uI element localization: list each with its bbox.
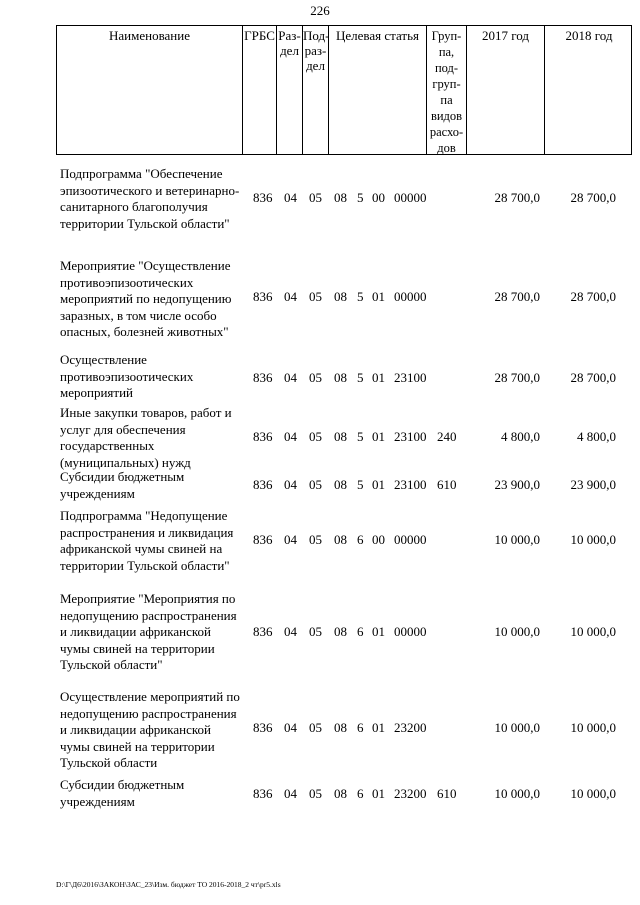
row-rz: 04 <box>284 786 297 801</box>
row-cs3: 01 <box>372 370 385 385</box>
row-pr: 05 <box>309 532 322 547</box>
row-name: Субсидии бюджетным учреждениям <box>60 777 185 809</box>
row-pr: 05 <box>309 429 322 444</box>
row-cs2: 6 <box>357 786 364 801</box>
row-v2017: 28 700,0 <box>494 289 540 304</box>
row-cs3: 01 <box>372 720 385 735</box>
row-cs3: 01 <box>372 624 385 639</box>
row-cs1: 08 <box>334 720 347 735</box>
header-2018: 2018 год <box>565 28 613 43</box>
row-rz: 04 <box>284 720 297 735</box>
row-cs2: 6 <box>357 624 364 639</box>
row-v2018: 23 900,0 <box>570 477 616 492</box>
row-cs4: 00000 <box>394 190 427 205</box>
file-path-footer: D:\Г\Д6\2016\ЗАКОН\ЗАС_23\Изм. бюджет ТО 2016-2018_2 чт\pr5.xls <box>56 880 281 889</box>
row-v2018: 4 800,0 <box>577 429 616 444</box>
row-rz: 04 <box>284 477 297 492</box>
row-v2018: 10 000,0 <box>570 624 616 639</box>
row-v2018: 10 000,0 <box>570 720 616 735</box>
row-cs3: 01 <box>372 477 385 492</box>
page-number: 226 <box>310 3 330 18</box>
row-grbs: 836 <box>253 370 273 385</box>
row-v2017: 28 700,0 <box>494 370 540 385</box>
row-pr: 05 <box>309 289 322 304</box>
row-v2017: 10 000,0 <box>494 624 540 639</box>
row-cs2: 5 <box>357 477 364 492</box>
row-v2018: 10 000,0 <box>570 532 616 547</box>
row-v2017: 23 900,0 <box>494 477 540 492</box>
row-rz: 04 <box>284 370 297 385</box>
row-cs4: 00000 <box>394 624 427 639</box>
row-cs1: 08 <box>334 289 347 304</box>
row-name: Осуществление противоэпизоотических мероприятий <box>60 352 194 400</box>
row-grbs: 836 <box>253 190 273 205</box>
row-cs4: 23100 <box>394 429 427 444</box>
row-grbs: 836 <box>253 289 273 304</box>
row-v2017: 10 000,0 <box>494 720 540 735</box>
row-v2018: 10 000,0 <box>570 786 616 801</box>
row-rz: 04 <box>284 429 297 444</box>
row-cs3: 01 <box>372 289 385 304</box>
row-v2017: 4 800,0 <box>501 429 540 444</box>
table-header <box>56 25 632 155</box>
row-cs4: 23100 <box>394 477 427 492</box>
row-cs1: 08 <box>334 532 347 547</box>
row-pr: 05 <box>309 190 322 205</box>
row-cs2: 5 <box>357 190 364 205</box>
row-grbs: 836 <box>253 477 273 492</box>
row-v2017: 28 700,0 <box>494 190 540 205</box>
row-cs2: 6 <box>357 532 364 547</box>
row-name: Мероприятие "Осуществление противоэпизоотических мероприятий по недопущению заразных, в том числе особо опасных, болезней животных" <box>60 258 232 339</box>
row-rz: 04 <box>284 624 297 639</box>
row-cs3: 01 <box>372 786 385 801</box>
header-razdel: Раз- дел <box>277 26 303 154</box>
row-v2018: 28 700,0 <box>570 289 616 304</box>
row-grbs: 836 <box>253 624 273 639</box>
row-cs1: 08 <box>334 786 347 801</box>
row-rz: 04 <box>284 289 297 304</box>
row-cs3: 01 <box>372 429 385 444</box>
row-pr: 05 <box>309 477 322 492</box>
header-grbs: ГРБС <box>243 26 277 154</box>
row-grbs: 836 <box>253 720 273 735</box>
row-cs1: 08 <box>334 370 347 385</box>
row-pr: 05 <box>309 786 322 801</box>
row-v2017: 10 000,0 <box>494 786 540 801</box>
row-vr: 610 <box>437 477 457 492</box>
row-v2018: 28 700,0 <box>570 370 616 385</box>
row-name: Подпрограмма "Недопущение распространения и ликвидация африканской чумы свиней на территории Тульской области" <box>60 508 234 573</box>
row-name: Субсидии бюджетным учреждениям <box>60 469 185 501</box>
row-cs2: 6 <box>357 720 364 735</box>
row-pr: 05 <box>309 624 322 639</box>
row-cs4: 23200 <box>394 720 427 735</box>
row-cs2: 5 <box>357 289 364 304</box>
row-grbs: 836 <box>253 532 273 547</box>
row-grbs: 836 <box>253 786 273 801</box>
row-grbs: 836 <box>253 429 273 444</box>
row-cs3: 00 <box>372 190 385 205</box>
row-name: Мероприятие "Мероприятия по недопущению распространения и ликвидации африканской чумы свиней на территории Тульской области" <box>60 591 237 672</box>
row-v2017: 10 000,0 <box>494 532 540 547</box>
row-cs4: 00000 <box>394 532 427 547</box>
header-name: Наименование <box>57 26 243 154</box>
row-cs4: 00000 <box>394 289 427 304</box>
row-cs2: 5 <box>357 429 364 444</box>
row-name: Иные закупки товаров, работ и услуг для обеспечения государственных (муниципальных) нужд <box>60 405 232 470</box>
row-cs1: 08 <box>334 190 347 205</box>
header-2017: 2017 год <box>467 26 545 154</box>
row-v2018: 28 700,0 <box>570 190 616 205</box>
row-rz: 04 <box>284 532 297 547</box>
header-group: Груп- па, под- груп- па видов расхо- дов <box>427 26 467 154</box>
row-vr: 240 <box>437 429 457 444</box>
header-podrazdel: Под- раз- дел <box>303 26 329 154</box>
row-cs1: 08 <box>334 624 347 639</box>
row-name: Подпрограмма "Обеспечение эпизоотического и ветеринарно-санитарного благополучия территории Тульской области" <box>60 166 240 231</box>
row-cs3: 00 <box>372 532 385 547</box>
row-cs1: 08 <box>334 477 347 492</box>
row-cs2: 5 <box>357 370 364 385</box>
row-cs4: 23200 <box>394 786 427 801</box>
row-pr: 05 <box>309 720 322 735</box>
row-vr: 610 <box>437 786 457 801</box>
header-target: Целевая статья <box>329 26 427 154</box>
row-cs4: 23100 <box>394 370 427 385</box>
row-rz: 04 <box>284 190 297 205</box>
row-cs1: 08 <box>334 429 347 444</box>
row-pr: 05 <box>309 370 322 385</box>
row-name: Осуществление мероприятий по недопущению распространения и ликвидации африканской чумы свиней на территории Тульской области <box>60 689 240 770</box>
